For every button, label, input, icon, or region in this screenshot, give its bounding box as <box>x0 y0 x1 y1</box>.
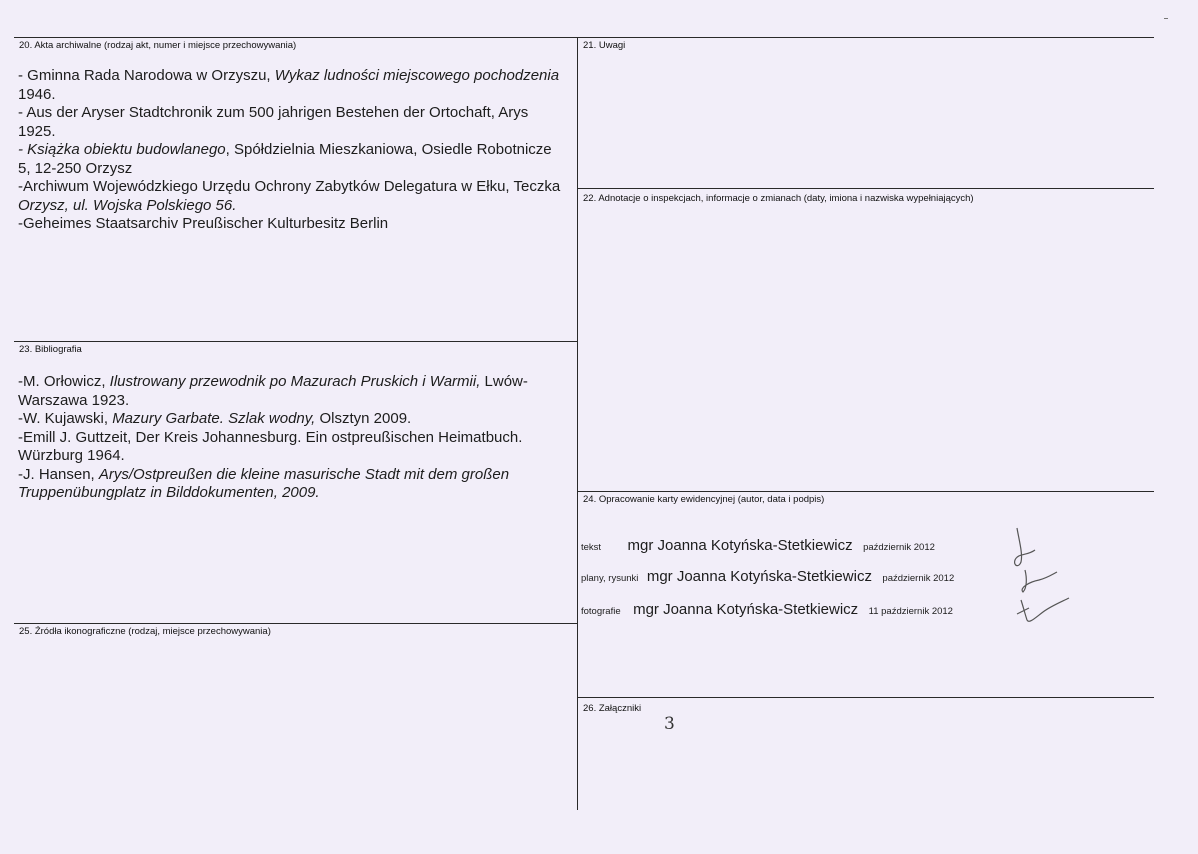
archive-entry: - Gminna Rada Narodowa w Orzyszu, Wykaz ludności miejscowego pochodzenia 1946. <box>18 67 560 103</box>
archive-entry: -Archiwum Wojewódzkiego Urzędu Ochrony Zabytków Delegatura w Ełku, Teczka Orzysz, ul. Wojska Polskiego 56. <box>18 178 561 214</box>
author-row-photos <box>581 601 953 619</box>
top-border <box>14 37 1154 38</box>
attachments-count: 3 <box>664 714 675 734</box>
author-row-plans <box>581 568 954 586</box>
section-21-label: 21. Uwagi <box>583 40 626 51</box>
section-22-label: 22. Adnotacje o inspekcjach, informacje o zmianach (daty, imiona i nazwiska wypełniających) <box>583 193 974 204</box>
bibliography-entry: -W. Kujawski, Mazury Garbate. Szlak wodny, Olsztyn 2009. <box>18 410 412 427</box>
author-date: październik 2012 <box>863 542 935 553</box>
section-25-label: 25. Źródła ikonograficzne (rodzaj, miejsce przechowywania) <box>19 626 271 637</box>
author-name: mgr Joanna Kotyńska-Stetkiewicz <box>633 601 859 618</box>
author-row-text <box>581 537 935 555</box>
scan-mark <box>1164 18 1168 19</box>
divider-24 <box>578 491 1154 492</box>
divider-26 <box>578 697 1154 698</box>
archive-entry: - Aus der Aryser Stadtchronik zum 500 jahrigen Bestehen der Ortochaft, Arys 1925. <box>18 104 529 140</box>
author-kind: plany, rysunki <box>581 573 639 584</box>
author-date: 11 październik 2012 <box>868 606 953 617</box>
section-23-bibliography <box>18 373 566 503</box>
divider-22 <box>578 188 1154 189</box>
section-24-label: 24. Opracowanie karty ewidencyjnej (autor, data i podpis) <box>583 494 825 505</box>
bibliography-entry: -J. Hansen, Arys/Ostpreußen die kleine masurische Stadt mit dem großen Truppenübungplatz in Bilddokumenten, 2009. <box>18 465 510 501</box>
author-kind: fotografie <box>581 606 621 617</box>
section-26-label: 26. Załączniki <box>583 703 642 714</box>
bibliography-entry: -Emill J. Guttzeit, Der Kreis Johannesburg. Ein ostpreußischen Heimatbuch. Würzburg 1964. <box>18 428 523 464</box>
author-kind: tekst <box>581 542 602 553</box>
author-name: mgr Joanna Kotyńska-Stetkiewicz <box>646 568 872 585</box>
signature-icon <box>1005 522 1075 632</box>
section-20-label: 20. Akta archiwalne (rodzaj akt, numer i miejsce przechowywania) <box>19 40 297 51</box>
archive-entry: - Książka obiektu budowlanego, Spółdzielnia Mieszkaniowa, Osiedle Robotnicze 5, 12-250 Orzysz <box>18 141 552 177</box>
archive-entry: -Geheimes Staatsarchiv Preußischer Kulturbesitz Berlin <box>18 215 389 232</box>
author-date: październik 2012 <box>882 573 955 584</box>
author-name: mgr Joanna Kotyńska-Stetkiewicz <box>627 537 853 554</box>
section-23-label: 23. Bibliografia <box>19 344 82 355</box>
bibliography-entry: -M. Orłowicz, Ilustrowany przewodnik po Mazurach Pruskich i Warmii, Lwów-Warszawa 1923. <box>18 373 528 409</box>
section-20-archives <box>18 67 566 234</box>
divider-23 <box>14 341 577 342</box>
column-divider <box>577 37 578 810</box>
divider-25 <box>14 623 577 624</box>
